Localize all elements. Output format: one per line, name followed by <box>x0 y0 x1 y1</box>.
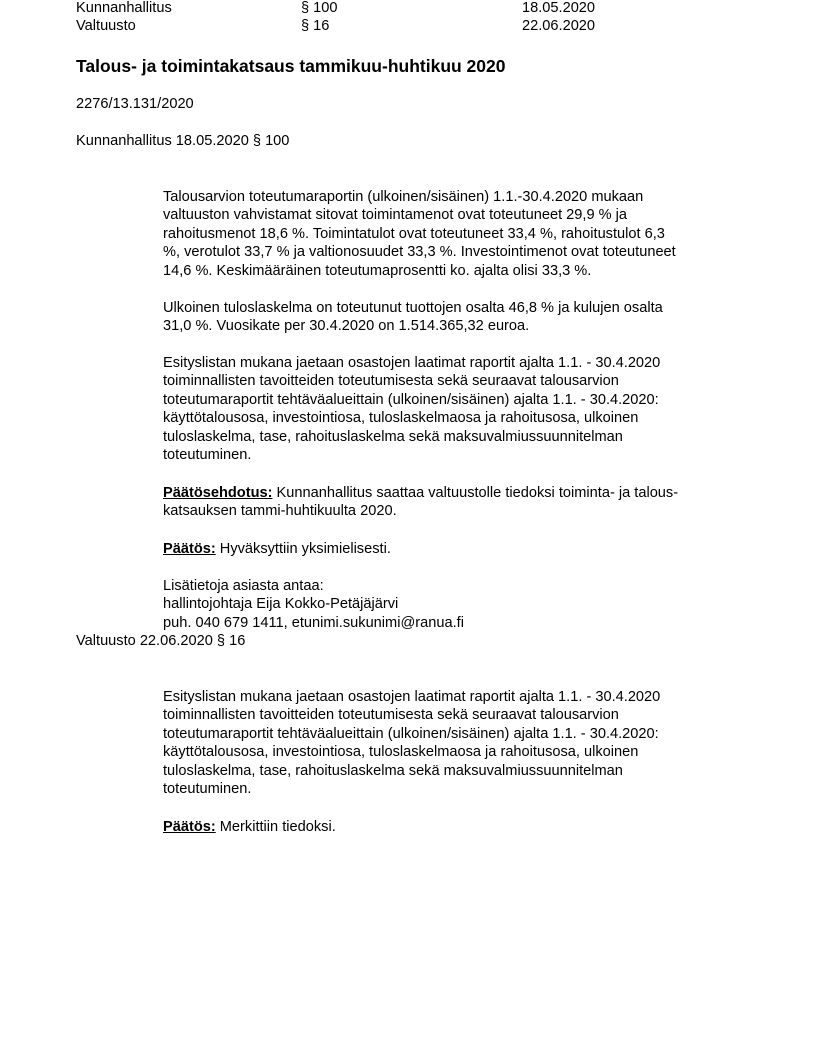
decision-text: Hyväksyttiin yksimielisesti. <box>215 541 391 557</box>
text-line: %, verotulot 33,7 % ja valtionosuudet 33,3 %. Investointimenot ovat toteutuneet <box>163 244 676 261</box>
meta-row-valtuusto <box>76 18 776 36</box>
text-line: valtuuston vahvistamat sitovat toimintamenot ovat toteutuneet 29,9 % ja <box>163 207 628 224</box>
contact-details: puh. 040 679 1411, etunimi.sukunimi@ranua.fi <box>163 614 464 631</box>
proposal-text: Kunnanhallitus saattaa valtuustolle tiedoksi toiminta- ja talous- <box>272 485 679 501</box>
decision-label: Päätös: <box>163 541 216 557</box>
contact-name: hallintojohtaja Eija Kokko-Petäjäjärvi <box>163 596 399 613</box>
kh-proposal <box>163 484 743 521</box>
kh-heading: Kunnanhallitus 18.05.2020 § 100 <box>76 133 290 149</box>
text-line: 14,6 %. Keskimääräinen toteutumaprosentti ko. ajalta olisi 33,3 %. <box>163 262 592 279</box>
proposal-text-cont: katsauksen tammi-huhtikuulta 2020. <box>163 503 397 520</box>
text-line: tuloslaskelma, tase, rahoituslaskelma sekä maksuvalmiussuunnitelman <box>163 428 623 445</box>
diary-number: 2276/13.131/2020 <box>76 96 194 112</box>
text-line: rahoitusmenot 18,6 %. Toimintatulot ovat toteutuneet 33,4 %, rahoitustulot 6,3 <box>163 225 665 242</box>
text-line: toiminnallisten tavoitteiden toteutumisesta sekä seuraavat talousarvion <box>163 373 619 390</box>
meta-body: Kunnanhallitus <box>76 0 172 16</box>
text-line: tuloslaskelma, tase, rahoituslaskelma sekä maksuvalmiussuunnitelman <box>163 762 623 779</box>
meta-row-kunnanhallitus <box>76 0 776 18</box>
proposal-label: Päätösehdotus: <box>163 485 273 501</box>
text-line: Esityslistan mukana jaetaan osastojen laatimat raportit ajalta 1.1. - 30.4.2020 <box>163 689 661 705</box>
text-line: Ulkoinen tuloslaskelma on toteutunut tuottojen osalta 46,8 % ja kulujen osalta <box>163 300 663 316</box>
vt-decision <box>163 818 743 836</box>
text-line: toteutumaraportit tehtäväalueittain (ulkoinen/sisäinen) ajalta 1.1. - 30.4.2020: <box>163 391 659 408</box>
meta-section: § 16 <box>301 18 330 34</box>
document-title: Talous- ja toimintakatsaus tammikuu-huhtikuu 2020 <box>76 56 506 76</box>
meta-date: 22.06.2020 <box>522 18 596 34</box>
text-line: toteutuminen. <box>163 447 252 464</box>
text-line: toiminnallisten tavoitteiden toteutumisesta sekä seuraavat talousarvion <box>163 707 619 724</box>
decision-text: Merkittiin tiedoksi. <box>215 819 336 835</box>
text-line: Talousarvion toteutumaraportin (ulkoinen/sisäinen) 1.1.-30.4.2020 mukaan <box>163 189 644 205</box>
vt-paragraph-1 <box>163 688 743 798</box>
text-line: Esityslistan mukana jaetaan osastojen laatimat raportit ajalta 1.1. - 30.4.2020 <box>163 355 661 371</box>
text-line: toteutumaraportit tehtäväalueittain (ulkoinen/sisäinen) ajalta 1.1. - 30.4.2020: <box>163 725 659 742</box>
text-line: käyttötalousosa, investointiosa, tuloslaskelmaosa ja rahoitusosa, ulkoinen <box>163 410 639 427</box>
kh-paragraph-3 <box>163 354 743 464</box>
kh-paragraph-1 <box>163 188 743 280</box>
vt-heading: Valtuusto 22.06.2020 § 16 <box>76 633 246 649</box>
text-line: 31,0 %. Vuosikate per 30.4.2020 on 1.514.365,32 euroa. <box>163 318 530 335</box>
kh-contact-info <box>163 577 743 632</box>
text-line: toteutuminen. <box>163 781 252 798</box>
decision-label: Päätös: <box>163 819 216 835</box>
text-line: käyttötalousosa, investointiosa, tuloslaskelmaosa ja rahoitusosa, ulkoinen <box>163 744 639 761</box>
kh-decision <box>163 540 743 558</box>
kh-paragraph-2 <box>163 299 743 336</box>
meta-body: Valtuusto <box>76 18 136 34</box>
contact-intro: Lisätietoja asiasta antaa: <box>163 578 324 594</box>
meta-date: 18.05.2020 <box>522 0 596 16</box>
meta-section: § 100 <box>301 0 338 16</box>
